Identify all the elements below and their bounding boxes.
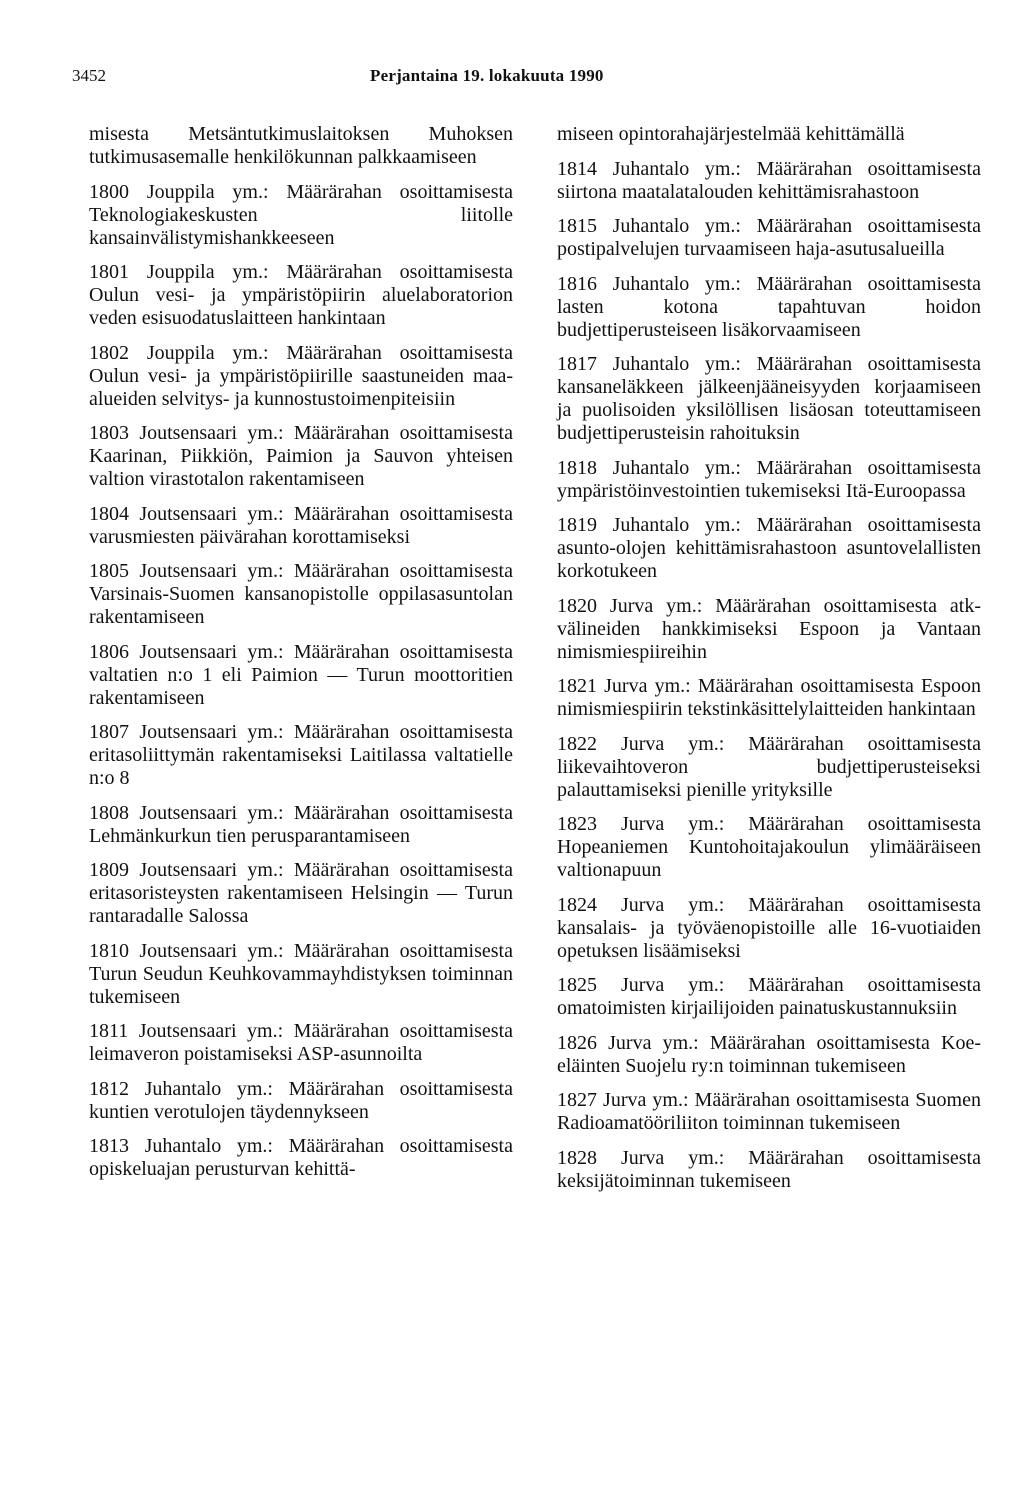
list-item: 1818 Juhantalo ym.: Määrärahan osoittamisesta ympäristöinvestointien tukemiseksi Itä-Euroopassa (557, 456, 981, 502)
right-column (557, 123, 981, 1193)
list-item: 1826 Jurva ym.: Määrärahan osoittamisesta Koe-eläinten Suojelu ry:n toiminnan tukemiseen (557, 1031, 981, 1077)
left-column (89, 123, 513, 1181)
list-item: 1811 Joutsensaari ym.: Määrärahan osoittamisesta leimaveron poistamiseksi ASP-asunnoilta (89, 1020, 513, 1065)
list-item: 1803 Joutsensaari ym.: Määrärahan osoittamisesta Kaarinan, Piikkiön, Paimion ja Sauvon yhteisen valtion virastotalon rakentamiseen (89, 422, 513, 490)
list-item: 1805 Joutsensaari ym.: Määrärahan osoittamisesta Varsinais-Suomen kansanopistolle oppilasasuntolan rakentamiseen (89, 560, 513, 628)
list-item: 1814 Juhantalo ym.: Määrärahan osoittamisesta siirtona maatalatalouden kehittämisrahastoon (557, 157, 981, 203)
list-item: miseen opintorahajärjestelmää kehittämällä (557, 123, 905, 145)
list-item: 1815 Juhantalo ym.: Määrärahan osoittamisesta postipalvelujen turvaamiseen haja-asutusalueilla (557, 215, 981, 260)
list-item: 1819 Juhantalo ym.: Määrärahan osoittamisesta asunto-olojen kehittämisrahastoon asuntovelallisten korkotukeen (557, 514, 981, 582)
list-item: 1813 Juhantalo ym.: Määrärahan osoittamisesta opiskeluajan perusturvan kehittä- (89, 1135, 513, 1180)
list-item: 1821 Jurva ym.: Määrärahan osoittamisesta Espoon nimismiespiirin tekstinkäsittelylaitteiden hankintaan (557, 675, 981, 720)
list-item: 1824 Jurva ym.: Määrärahan osoittamisesta kansalais- ja työväenopistoille alle 16-vuotiaiden opetuksen lisäämiseksi (557, 893, 981, 962)
list-item: 1801 Jouppila ym.: Määrärahan osoittamisesta Oulun vesi- ja ympäristöpiirin aluelaboratorion veden esisuodatuslaitteen hankintaan (89, 261, 513, 329)
list-item: 1816 Juhantalo ym.: Määrärahan osoittamisesta lasten kotona tapahtuvan hoidon budjettiperusteiseen lisäkorvaamiseen (557, 272, 981, 341)
list-item: 1827 Jurva ym.: Määrärahan osoittamisesta Suomen Radioamatööriliiton toiminnan tukemiseen (557, 1089, 981, 1134)
list-item: 1807 Joutsensaari ym.: Määrärahan osoittamisesta eritasoliittymän rakentamiseksi Laitilassa valtatielle n:o 8 (89, 721, 513, 789)
list-item: 1804 Joutsensaari ym.: Määrärahan osoittamisesta varusmiesten päivärahan korottamiseksi (89, 502, 513, 548)
list-item: 1812 Juhantalo ym.: Määrärahan osoittamisesta kuntien verotulojen täydennykseen (89, 1077, 513, 1123)
list-item: 1800 Jouppila ym.: Määrärahan osoittamisesta Teknologiakeskusten liitolle kansainvälistymishankkeeseen (89, 180, 513, 249)
list-item: 1822 Jurva ym.: Määrärahan osoittamisesta liikevaihtoveron budjettiperusteiseksi palauttamiseksi pienille yrityksille (557, 732, 981, 801)
list-item: 1817 Juhantalo ym.: Määrärahan osoittamisesta kansaneläkkeen jälkeenjääneisyyden korjaamiseen ja puolisoiden yksilöllisen lisäosan toteuttamiseen budjettiperusteisin rahoituksin (557, 353, 981, 444)
list-item: 1808 Joutsensaari ym.: Määrärahan osoittamisesta Lehmänkurkun tien perusparantamiseen (89, 801, 513, 847)
list-item: 1802 Jouppila ym.: Määrärahan osoittamisesta Oulun vesi- ja ympäristöpiirille saastuneiden maa-alueiden selvitys- ja kunnostustoimenpiteisiin (89, 341, 513, 410)
list-item: 1806 Joutsensaari ym.: Määrärahan osoittamisesta valtatien n:o 1 eli Paimion — Turun moottoritien rakentamiseen (89, 640, 513, 709)
page-header (0, 66, 1024, 92)
running-title: Perjantaina 19. lokakuuta 1990 (370, 66, 604, 85)
list-item: misesta Metsäntutkimuslaitoksen Muhoksen tutkimusasemalle henkilökunnan palkkaamiseen (89, 123, 513, 168)
page-number: 3452 (72, 66, 106, 85)
list-item: 1828 Jurva ym.: Määrärahan osoittamisesta keksijätoiminnan tukemiseen (557, 1146, 981, 1192)
list-item: 1810 Joutsensaari ym.: Määrärahan osoittamisesta Turun Seudun Keuhkovammayhdistyksen toiminnan tukemiseen (89, 939, 513, 1008)
list-item: 1820 Jurva ym.: Määrärahan osoittamisesta atk-välineiden hankkimiseksi Espoon ja Vantaan nimismiespiireihin (557, 594, 981, 663)
list-item: 1825 Jurva ym.: Määrärahan osoittamisesta omatoimisten kirjailijoiden painatuskustannuksiin (557, 974, 981, 1019)
list-item: 1809 Joutsensaari ym.: Määrärahan osoittamisesta eritasoristeysten rakentamiseen Helsingin — Turun rantaradalle Salossa (89, 859, 513, 927)
list-item: 1823 Jurva ym.: Määrärahan osoittamisesta Hopeaniemen Kuntohoitajakoulun ylimääräiseen valtionapuun (557, 813, 981, 881)
